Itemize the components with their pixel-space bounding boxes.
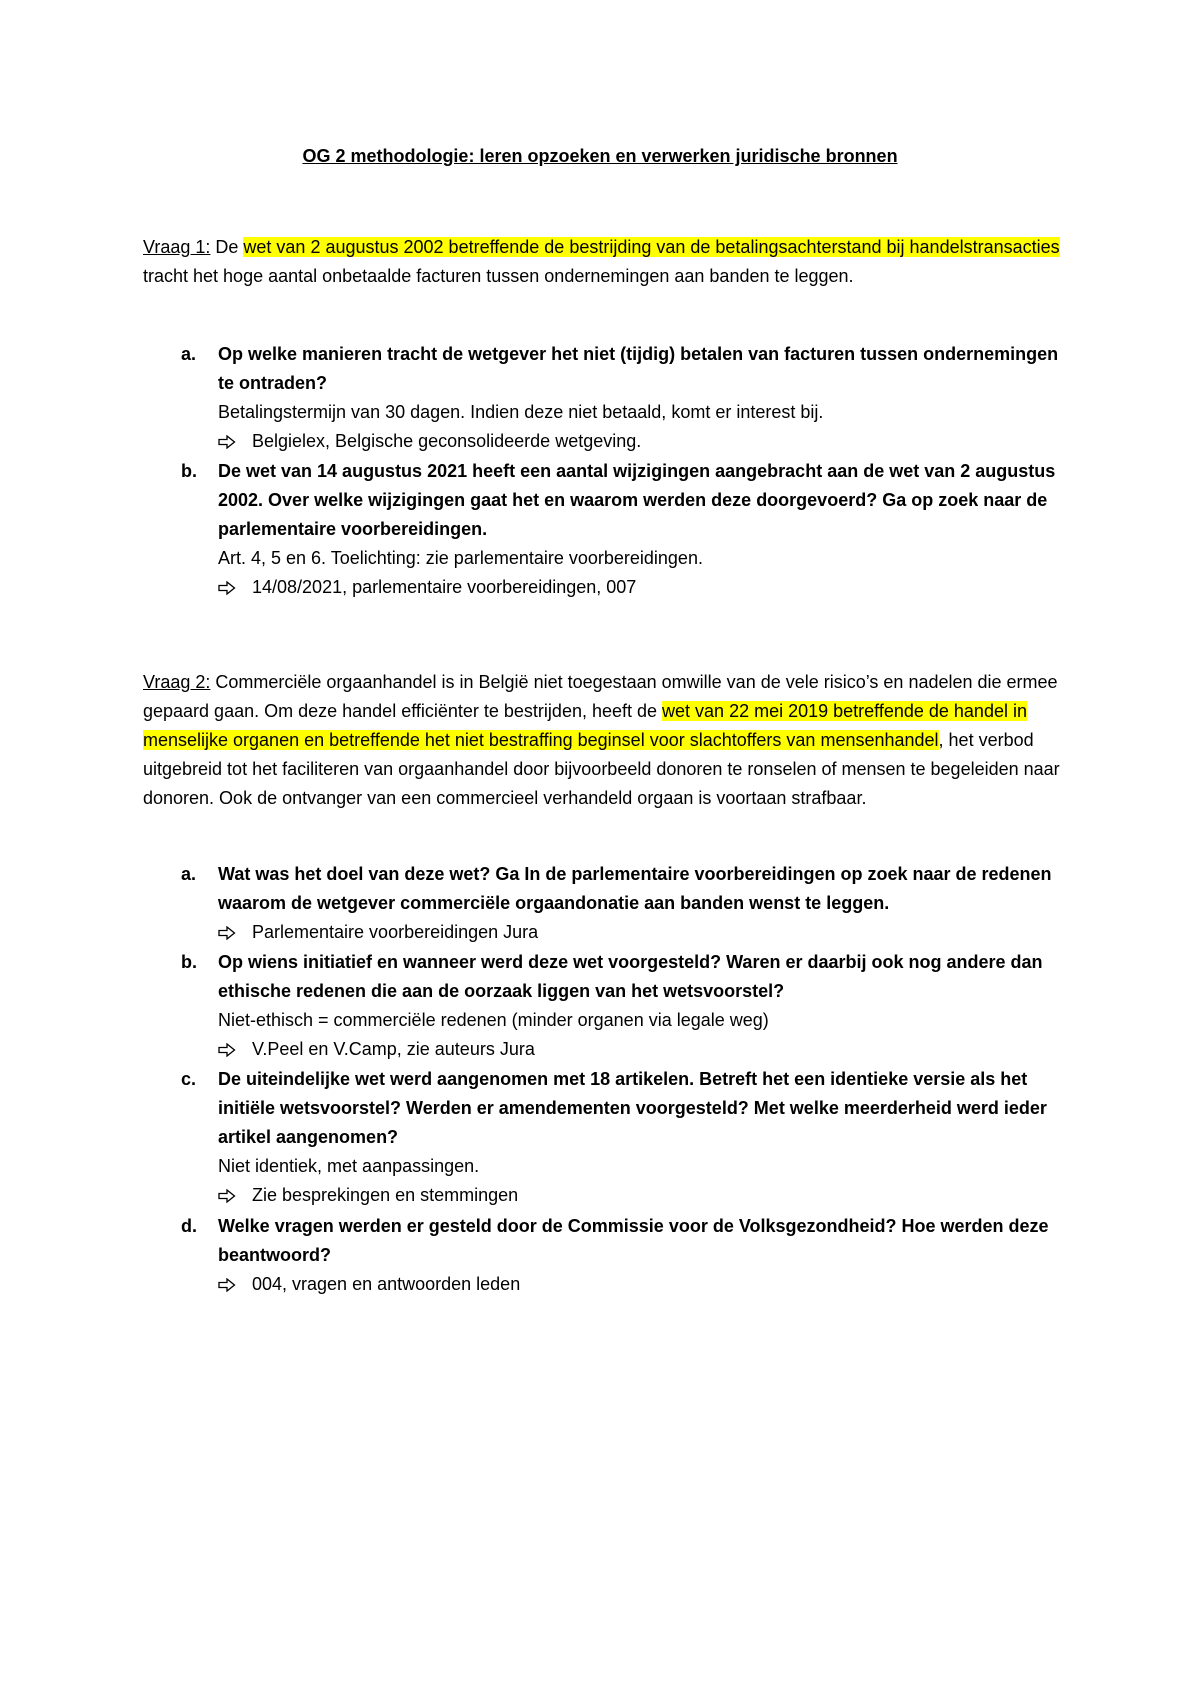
item-letter: b. [181,952,197,972]
item-reference-text: Belgielex, Belgische geconsolideerde wetgeving. [252,431,642,451]
item-question: Wat was het doel van deze wet? Ga In de parlementaire voorbereidingen op zoek naar de redenen waarom de wetgever commerciële orgaandonatie aan banden wenst te leggen. [218,864,1052,913]
question-1a [143,340,1063,456]
arrow-right-icon [218,1270,252,1299]
item-letter: b. [181,461,197,481]
item-answer: Art. 4, 5 en 6. Toelichting: zie parlementaire voorbereidingen. [218,548,703,568]
question-2a [143,860,1063,947]
item-reference-text: 14/08/2021, parlementaire voorbereidingen, 007 [252,577,637,597]
question-2b [143,948,1063,1064]
question-2-text-post: , het verbod uitgebreid tot het faciliteren van orgaanhandel door bijvoorbeeld donoren te ronselen of mensen te begeleiden naar donoren. Ook de ontvanger van een commercieel verhandeld orgaan is voortaan strafbaar. [143,730,1060,808]
question-1-text-post: tracht het hoge aantal onbetaalde facturen tussen ondernemingen aan banden te leggen. [143,266,854,286]
item-letter: d. [181,1216,197,1236]
question-2d [143,1212,1063,1299]
question-2c [143,1065,1063,1210]
item-reference [218,918,1063,947]
question-1-text-pre: De [210,237,244,257]
item-answer: Betalingstermijn van 30 dagen. Indien deze niet betaald, komt er interest bij. [218,402,824,422]
item-question: De uiteindelijke wet werd aangenomen met 18 artikelen. Betreft het een identieke versie als het initiële wetsvoorstel? Werden er amendementen voorgesteld? Met welke meerderheid werd ieder artikel aangenomen? [218,1069,1047,1147]
item-reference-text: Parlementaire voorbereidingen Jura [252,922,539,942]
question-2-intro [143,668,1063,813]
item-reference [218,1181,1063,1210]
question-2-highlight: wet van 22 mei 2019 betreffende de handel in menselijke organen en betreffende het niet bestraffing beginsel voor slachtoffers van mensenhandel [143,701,1027,750]
item-reference [218,427,1063,456]
question-2-label: Vraag 2: [143,672,211,692]
question-2-text-pre: Commerciële orgaanhandel is in België niet toegestaan omwille van de vele risico’s en nadelen die ermee gepaard gaan. Om deze handel efficiënter te bestrijden, heeft de [143,672,1058,721]
item-reference-text: 004, vragen en antwoorden leden [252,1274,521,1294]
arrow-right-icon [218,918,252,947]
item-letter: a. [181,864,197,884]
item-question: De wet van 14 augustus 2021 heeft een aantal wijzigingen aangebracht aan de wet van 2 augustus 2002. Over welke wijzigingen gaat het en waarom werden deze doorgevoerd? Ga op zoek naar de parlementaire voorbereidingen. [218,461,1056,539]
question-1b [143,457,1063,602]
item-letter: a. [181,344,197,364]
question-1-label: Vraag 1: [143,237,211,257]
question-1-highlight: wet van 2 augustus 2002 betreffende de bestrijding van de betalingsachterstand bij handelstransacties [243,237,1060,257]
arrow-right-icon [218,1035,252,1064]
item-letter: c. [181,1069,197,1089]
item-reference-text: V.Peel en V.Camp, zie auteurs Jura [252,1039,535,1059]
document-title: OG 2 methodologie: leren opzoeken en verwerken juridische bronnen [302,146,898,166]
item-reference [218,1035,1063,1064]
item-question: Welke vragen werden er gesteld door de Commissie voor de Volksgezondheid? Hoe werden deze beantwoord? [218,1216,1049,1265]
item-answer: Niet-ethisch = commerciële redenen (minder organen via legale weg) [218,1010,769,1030]
item-reference [218,1270,1063,1299]
arrow-right-icon [218,573,252,602]
item-reference-text: Zie besprekingen en stemmingen [252,1185,519,1205]
item-reference [218,573,1063,602]
arrow-right-icon [218,1181,252,1210]
question-1-intro [143,233,1063,291]
item-question: Op wiens initiatief en wanneer werd deze wet voorgesteld? Waren er daarbij ook nog andere dan ethische redenen die aan de oorzaak liggen van het wetsvoorstel? [218,952,1043,1001]
item-question: Op welke manieren tracht de wetgever het niet (tijdig) betalen van facturen tussen ondernemingen te ontraden? [218,344,1059,393]
item-answer: Niet identiek, met aanpassingen. [218,1156,480,1176]
arrow-right-icon [218,427,252,456]
